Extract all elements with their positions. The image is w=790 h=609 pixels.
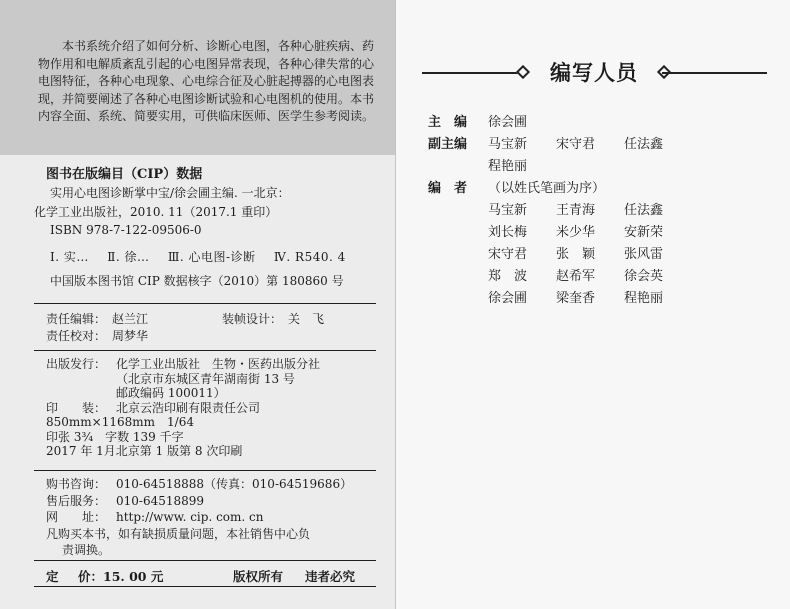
page-title: 编写人员 <box>550 61 638 85</box>
author-name: 张风雷 <box>624 247 664 262</box>
printer-name: 北京云浩印刷有限责任公司 <box>116 400 261 415</box>
heading-rule-left <box>422 72 522 74</box>
cip-classification <box>34 248 384 267</box>
service-phone: 010-64518899 <box>116 493 205 508</box>
authors-order-note: （以姓氏笔画为序） <box>488 181 606 196</box>
author-name: 任法鑫 <box>624 203 664 218</box>
authors-label: 编 者 <box>428 181 468 196</box>
author-name: 安新荣 <box>624 225 664 240</box>
editor-name: 赵兰江 <box>112 312 149 326</box>
price-value: 价：15. 00 元 <box>78 569 164 584</box>
cip-line: 实用心电图诊断掌中宝/徐会圃主编. 一北京： <box>50 186 290 200</box>
contact-block <box>46 476 376 559</box>
cip-record <box>34 184 384 291</box>
price-label: 定 <box>46 569 59 584</box>
publisher-postcode: 邮政编码 100011） <box>116 386 226 400</box>
author-name: 赵希军 <box>556 269 596 284</box>
cip-title: 图书在版编目（CIP）数据 <box>46 167 203 182</box>
cip-isbn: ISBN 978-7-122-09506-0 <box>50 223 202 237</box>
book-summary: 本书系统介绍了如何分析、诊断心电图，各种心脏疾病、药物作用和电解质紊乱引起的心电图异常表现，各种心律失常的心电图特征，各种心电现象、心电综合征及心脏起搏器的心电图表现，并简要阐述了各种心电图诊断试验和心电图机的使用。本书内容全面、系统、简要实用，可供临床医师、医学生参考阅读。 <box>38 39 375 124</box>
book-edition: 2017 年 1月北京第 1 版第 8 次印刷 <box>46 444 243 458</box>
authors-grid <box>428 200 778 310</box>
notice-line: 责调换。 <box>62 543 111 557</box>
author-name: 米少华 <box>556 225 596 240</box>
consult-phone: 010-64518888（传真：010-64519686） <box>116 477 353 491</box>
design-label: 装帧设计： <box>222 312 283 326</box>
cip-line: 化学工业出版社，2010. 11（2017.1 重印） <box>34 204 278 219</box>
design-name: 关 飞 <box>288 312 325 326</box>
deputy-editor-name: 宋守君 <box>556 137 596 152</box>
author-name: 马宝新 <box>488 203 528 218</box>
author-name: 张 颖 <box>556 247 596 262</box>
class-item: Ⅰ. 实… <box>50 249 89 264</box>
deputy-editor-name: 马宝新 <box>488 137 528 152</box>
notice-line: 凡购买本书，如有缺损质量问题，本社销售中心负 <box>46 526 311 541</box>
heading-rule-right <box>662 72 767 74</box>
consult-label: 购书咨询： <box>46 477 107 491</box>
divider <box>34 470 376 471</box>
chief-editor-name: 徐会圃 <box>488 115 528 130</box>
author-name: 王青海 <box>556 203 596 218</box>
staff-list <box>428 112 778 310</box>
piracy-notice: 违者必究 <box>305 569 356 584</box>
divider <box>34 350 376 351</box>
author-name: 郑 波 <box>488 269 528 284</box>
author-name: 徐会圃 <box>488 291 528 306</box>
book-format: 850mm×1168mm 1/64 <box>46 415 194 429</box>
author-name: 宋守君 <box>488 247 528 262</box>
publisher-name: 化学工业出版社 生物・医药出版分社 <box>116 357 321 371</box>
divider <box>34 586 376 587</box>
cip-number: 中国版本图书馆 CIP 数据核字（2010）第 180860 号 <box>50 274 344 288</box>
diamond-ornament-icon <box>516 65 530 79</box>
staff-heading <box>422 56 767 90</box>
author-name: 刘长梅 <box>488 225 528 240</box>
publication-block <box>46 357 376 459</box>
author-name: 程艳丽 <box>624 291 664 306</box>
divider <box>34 560 376 561</box>
proof-name: 周梦华 <box>112 329 149 343</box>
editor-label: 责任编辑： <box>46 312 107 326</box>
deputy-editor-label: 副主编 <box>428 137 468 152</box>
editors-block <box>46 311 376 345</box>
class-item: Ⅱ. 徐… <box>107 249 150 264</box>
divider <box>34 303 376 304</box>
deputy-editor-name: 任法鑫 <box>624 137 664 152</box>
class-item: Ⅳ. R540. 4 <box>273 249 346 264</box>
publisher-address: （北京市东城区青年湖南街 13 号 <box>116 371 295 386</box>
chief-editor-label: 主 编 <box>428 115 468 130</box>
web-label: 网 址： <box>46 510 107 524</box>
author-name: 徐会英 <box>624 269 664 284</box>
copyright-notice: 版权所有 <box>233 569 284 584</box>
printer-label: 印 装： <box>46 400 107 415</box>
service-label: 售后服务： <box>46 493 107 508</box>
class-item: Ⅲ. 心电图-诊断 <box>167 249 256 264</box>
deputy-editor-name: 程艳丽 <box>488 159 528 174</box>
publisher-label: 出版发行： <box>46 357 107 371</box>
proof-label: 责任校对： <box>46 329 107 343</box>
web-url: http://www. cip. com. cn <box>116 510 264 524</box>
staff-page <box>395 0 790 609</box>
book-sheets: 印张 3¾ 字数 139 千字 <box>46 429 184 444</box>
price-line <box>46 567 376 585</box>
author-name: 梁奎香 <box>556 291 596 306</box>
